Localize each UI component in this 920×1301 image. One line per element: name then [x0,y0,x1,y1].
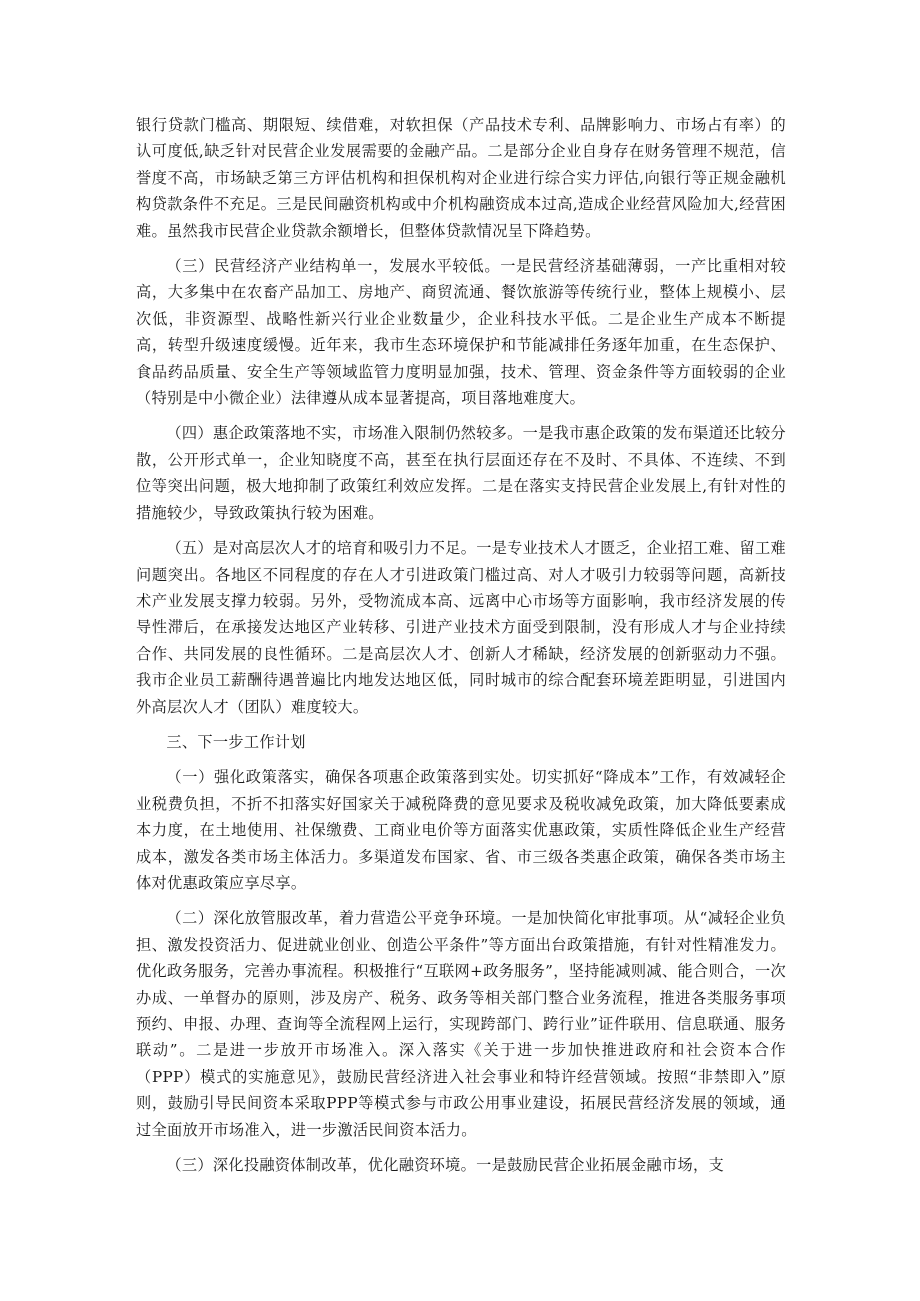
document-page [136,112,786,1187]
paragraph-industry-structure: （三）民营经济产业结构单一，发展水平较低。一是民营经济基础薄弱，一产比重相对较高，大多集中在农畜产品加工、房地产、商贸流通、餐饮旅游等传统行业，整体上规模小、层次低，非资源型、战略性新兴行业企业数量少，企业科技水平低。二是企业生产成本不断提高，转型升级速度缓慢。近年来，我市生态环境保护和节能减排任务逐年加重，在生态保护、食品药品质量、安全生产等领域监管力度明显加强，技术、管理、资金条件等方面较弱的企业（特别是中小微企业）法律遵从成本显著提高，项目落地难度大。 [136,257,786,408]
paragraph-loan-difficulties: 银行贷款门槛高、期限短、续借难，对软担保（产品技术专利、品牌影响力、市场占有率）的认可度低,缺乏针对民营企业发展需要的金融产品。二是部分企业自身存在财务管理不规范，信誉度不高，市场缺乏第三方评估机构和担保机构对企业进行综合实力评估,向银行等正规金融机构贷款条件不充足。三是民间融资机构或中介机构融资成本过高,造成企业经营风险加大,经营困难。虽然我市民营企业贷款余额增长，但整体贷款情况呈下降趋势。 [136,116,786,240]
section-heading-next-steps: 三、下一步工作计划 [166,732,306,751]
paragraph-policy-implementation: （四）惠企政策落地不实，市场准入限制仍然较多。一是我市惠企政策的发布渠道还比较分散，公开形式单一，企业知晓度不高，甚至在执行层面还存在不及时、不具体、不连续、不到位等突出问题，极大地抑制了政策红利效应发挥。二是在落实支持民营企业发展上,有针对性的措施较少，导致政策执行较为困难。 [136,424,786,522]
paragraph-talent-shortage: （五）是对高层次人才的培育和吸引力不足。一是专业技术人才匮乏，企业招工难、留工难问题突出。各地区不同程度的存在人才引进政策门槛过高、对人才吸引力较弱等问题，高新技术产业发展支撑力较弱。另外，受物流成本高、远离中心市场等方面影响，我市经济发展的传导性滞后，在承接发达地区产业转移、引进产业技术方面受到限制，没有形成人才与企业持续合作、共同发展的良性循环。二是高层次人才、创新人才稀缺，经济发展的创新驱动力不强。我市企业员工薪酬待遇普遍比内地发达地区低，同时城市的综合配套环境差距明显，引进国内外高层次人才（团队）难度较大。 [136,539,786,716]
paragraph-plan-policy: （一）强化政策落实，确保各项惠企政策落到实处。切实抓好“降成本”工作，有效减轻企业税费负担，不折不扣落实好国家关于减税降费的意见要求及税收减免政策，加大降低要素成本力度，在土地使用、社保缴费、工商业电价等方面落实优惠政策，实质性降低企业生产经营成本，激发各类市场主体活力。多渠道发布国家、省、市三级各类惠企政策，确保各类市场主体对优惠政策应享尽享。 [136,768,786,892]
paragraph-plan-financing: （三）深化投融资体制改革，优化融资环境。一是鼓励民营企业拓展金融市场，支 [166,1156,724,1175]
paragraph-plan-reform: （二）深化放管服改革，着力营造公平竞争环境。一是加快简化审批事项。从“减轻企业负担、激发投资活力、促进就业创业、创造公平条件”等方面出台政策措施，有针对性精准发力。优化政务服务，完善办事流程。积极推行“互联网+政务服务”，坚持能减则减、能合则合，一次办成、一单督办的原则，涉及房产、税务、政务等相关部门整合业务流程，推进各类服务事项预约、申报、办理、查询等全流程网上运行，实现跨部门、跨行业”证件联用、信息联通、服务联动”。二是进一步放开市场准入。深入落实《关于进一步加快推进政府和社会资本合作（PPP）模式的实施意见》，鼓励民营经济进入社会事业和特许经营领域。按照“非禁即入”原则，鼓励引导民间资本采取PPP等模式参与市政公用事业建设，拓展民营经济发展的领域，通过全面放开市场准入，进一步激活民间资本活力。 [136,909,786,1139]
